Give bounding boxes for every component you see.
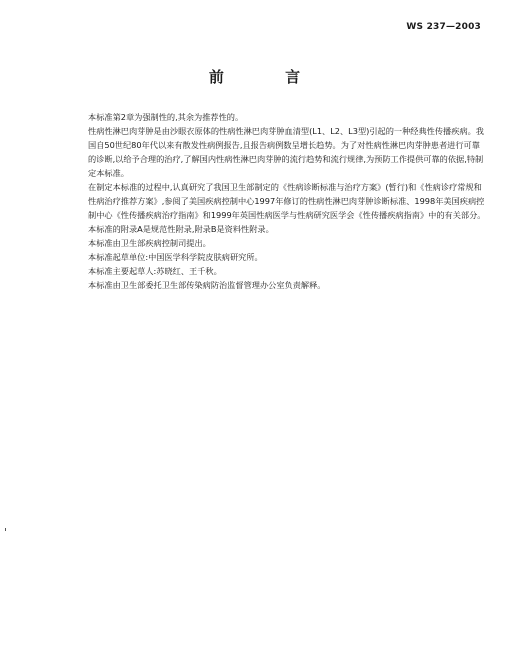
standard-number: WS 237—2003 [406,22,481,32]
paragraph-background: 性病性淋巴肉芽肿是由沙眼衣原体的性病性淋巴肉芽肿血清型(L1、L2、L3型)引起的一种经典性传播疾病。我国自50世纪80年代以来有散发性病例报告,且报告病例数呈增长趋势。为了对性病性淋巴肉芽肿患者进行可靠的诊断,以给予合理的治疗,了解国内性病性淋巴肉芽肿的流行趋势和流行规律,为预防工作提供可靠的依据,特制定本标准。 [88,126,484,178]
paragraph-drafters: 本标准主要起草人:苏晓红、王千秋。 [88,266,222,276]
paragraph-proposer: 本标准由卫生部疾病控制司提出。 [88,238,211,248]
scan-edge-mark [5,528,6,531]
paragraph-appendix: 本标准的附录A是规范性附录,附录B是资料性附录。 [88,224,274,234]
page-title: 前 言 [208,68,329,86]
paragraph-drafting-unit: 本标准起草单位:中国医学科学院皮肤病研究所。 [88,252,263,262]
paragraph-status: 本标准第2章为强制性的,其余为推荐性的。 [88,112,244,122]
paragraph-interpretation: 本标准由卫生部委托卫生部传染病防治监督管理办公室负责解释。 [88,280,326,290]
foreword-body [88,110,486,292]
paragraph-references: 在制定本标准的过程中,认真研究了我国卫生部制定的《性病诊断标准与治疗方案》(暂行)和《性病诊疗常规和性病治疗推荐方案》,参阅了美国疾病控制中心1997年修订的性病性淋巴肉芽肿诊断标准、1998年美国疾病控制中心《性传播疾病治疗指南》和1999年英国性病医学与性病研究医学会《性传播疾病指南》中的有关部分。 [88,182,486,220]
